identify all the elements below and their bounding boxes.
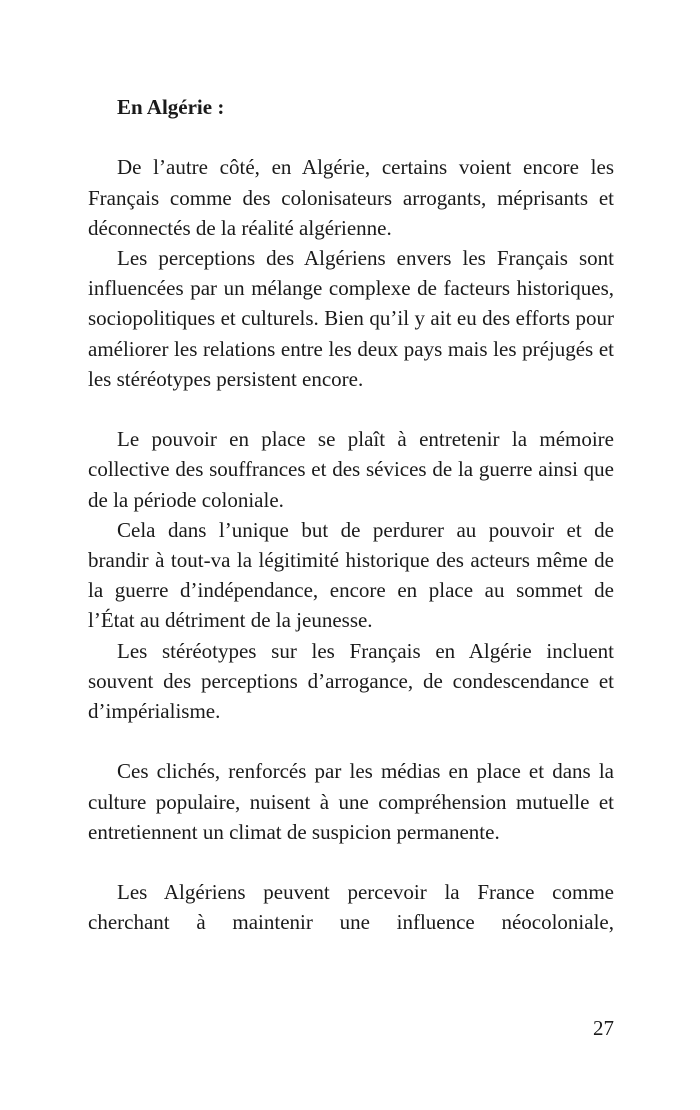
section-heading: En Algérie : (117, 95, 225, 119)
paragraph: Le pouvoir en place se plaît à entretenir la mémoire collective des souffrances et des sévices de la guerre ainsi que de la période coloniale. (88, 427, 614, 512)
page-body (88, 92, 614, 938)
page-number: 27 (593, 1016, 614, 1040)
paragraph: Les perceptions des Algériens envers les Français sont influencées par un mélange complexe de facteurs historiques, sociopolitiques et culturels. Bien qu’il y ait eu des efforts pour améliorer les relations entre les deux pays mais les préjugés et les stéréotypes persistent encore. (88, 246, 614, 391)
paragraph: Ces clichés, renforcés par les médias en place et dans la culture populaire, nuisent à une compréhension mutuelle et entretiennent un climat de suspicion permanente. (88, 759, 614, 844)
paragraph: De l’autre côté, en Algérie, certains voient encore les Français comme des colonisateurs arrogants, méprisants et déconnectés de la réalité algérienne. (88, 155, 614, 240)
paragraph: Les stéréotypes sur les Français en Algérie incluent souvent des perceptions d’arrogance, de condescendance et d’impérialisme. (88, 638, 614, 724)
paragraph: Cela dans l’unique but de perdurer au pouvoir et de brandir à tout-va la légitimité historique des acteurs même de la guerre d’indépendance, encore en place au sommet de l’État au détriment de la jeunesse. (88, 517, 614, 633)
paragraph-last: Les Algériens peuvent percevoir la France comme cherchant à maintenir une influence néocoloniale, (88, 880, 614, 935)
